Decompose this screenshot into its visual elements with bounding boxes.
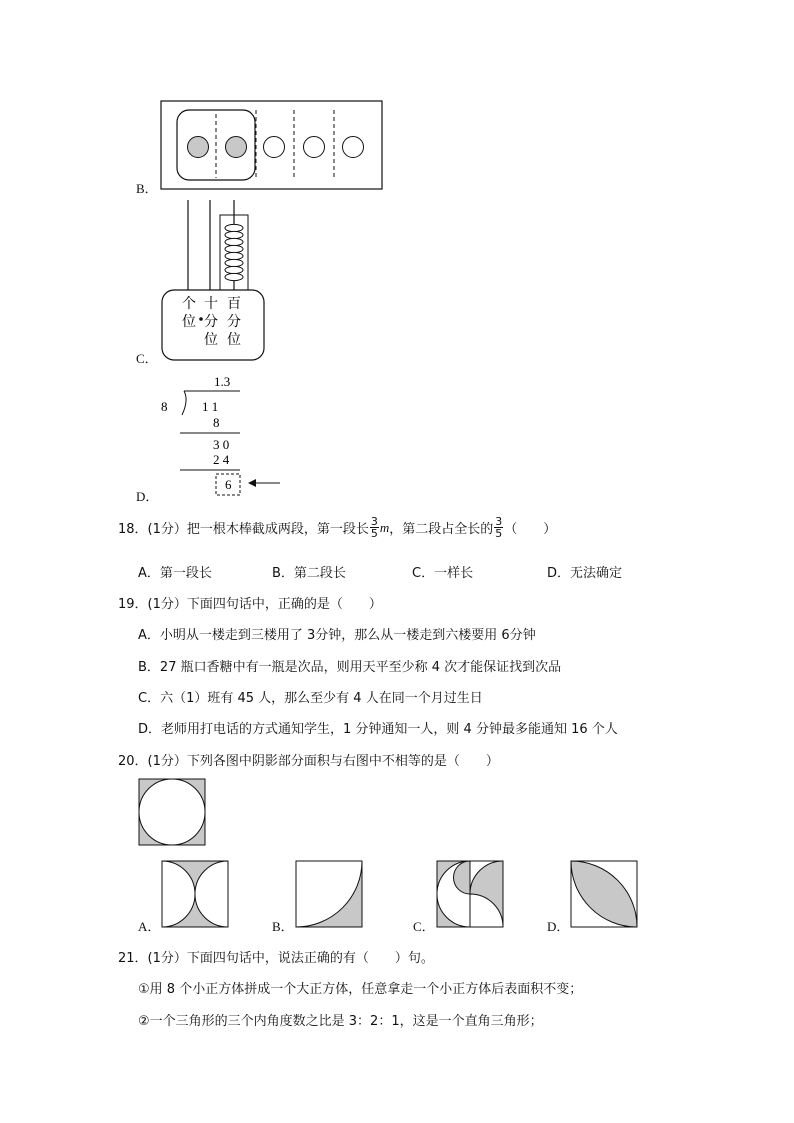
q18-fraction-2: $\frac{3}{5}$	[495, 515, 503, 540]
division-step1: 8	[213, 415, 220, 430]
division-step2: 2 4	[213, 452, 230, 467]
q18-unit: m	[379, 519, 390, 535]
q20-option-d-figure[interactable]	[570, 860, 640, 930]
q20-option-a-figure[interactable]	[161, 860, 231, 930]
abacus-label-ones: 个	[182, 297, 196, 312]
q18-suffix: （ ）	[504, 522, 557, 537]
question-19-stem: 19．(1分）下面四句话中，正确的是（ ）	[118, 597, 382, 612]
abacus-label-tenths-c: 位	[204, 333, 218, 348]
abacus-figure	[160, 198, 270, 364]
q20-reference-figure	[138, 778, 208, 848]
question-20-stem: 20．(1分）下列各图中阴影部分面积与右图中不相等的是（ ）	[118, 754, 499, 769]
q18-fraction-1: $\frac{3}{5}$	[370, 515, 378, 540]
q18-option-b[interactable]: B．第二段长	[272, 566, 346, 581]
question-18-stem	[118, 516, 556, 539]
q18-option-a[interactable]: A．第一段长	[138, 566, 212, 581]
division-remainder1: 3 0	[213, 437, 230, 452]
q19-option-c[interactable]: C．六（1）班有 45 人，那么至少有 4 人在同一个月过生日	[138, 691, 483, 706]
q20-option-a-label[interactable]: A．	[138, 919, 161, 934]
q20-option-d-label[interactable]: D．	[547, 919, 570, 934]
q18-option-c[interactable]: C．一样长	[412, 566, 474, 581]
abacus-label-tenths-b: 分	[204, 315, 218, 330]
q19-option-a[interactable]: A．小明从一楼走到三楼用了 3分钟，那么从一楼走到六楼要用 6分钟	[138, 628, 536, 643]
abacus-label-hundredths: 百	[227, 297, 241, 312]
q18-prefix: 18．(1分）把一根木棒截成两段，第一段长	[118, 522, 369, 537]
counter-grid-figure	[160, 100, 384, 192]
division-divisor: 8	[161, 399, 168, 414]
q20-option-b-figure[interactable]	[295, 860, 365, 930]
abacus-label-tenths: 十	[204, 297, 218, 312]
question-21-stem: 21．(1分）下面四句话中，说法正确的有（ ）句。	[118, 951, 434, 966]
option-d-label: D．	[136, 489, 159, 504]
q21-item-1: ①用 8 个小正方体拼成一个大正方体，任意拿走一个小正方体后表面积不变；	[138, 982, 583, 997]
division-dividend: 1 1	[202, 399, 219, 414]
option-c-label: C．	[136, 351, 158, 366]
q20-option-c-figure[interactable]	[436, 860, 506, 930]
q19-option-d[interactable]: D．老师用打电话的方式通知学生，1 分钟通知一人，则 4 分钟最多能通知 16 个人	[138, 722, 618, 737]
abacus-label-hundredths-c: 位	[227, 333, 241, 348]
q19-option-b[interactable]: B．27 瓶口香糖中有一瓶是次品，则用天平至少称 4 次才能保证找到次品	[138, 660, 562, 675]
long-division-figure	[156, 370, 286, 500]
q18-option-d[interactable]: D．无法确定	[547, 566, 623, 581]
option-b-label: B．	[136, 181, 158, 196]
abacus-label-hundredths-b: 分	[227, 315, 241, 330]
abacus-label-ones-b: 位	[182, 315, 196, 330]
division-remainder2: 6	[225, 477, 232, 492]
q20-option-c-label[interactable]: C．	[413, 919, 435, 934]
division-quotient: 1.3	[214, 374, 231, 389]
q18-mid: ，第二段占全长的	[389, 522, 494, 537]
q21-item-2: ②一个三角形的三个内角度数之比是 3：2：1，这是一个直角三角形；	[138, 1014, 543, 1029]
q20-option-b-label[interactable]: B．	[272, 919, 294, 934]
